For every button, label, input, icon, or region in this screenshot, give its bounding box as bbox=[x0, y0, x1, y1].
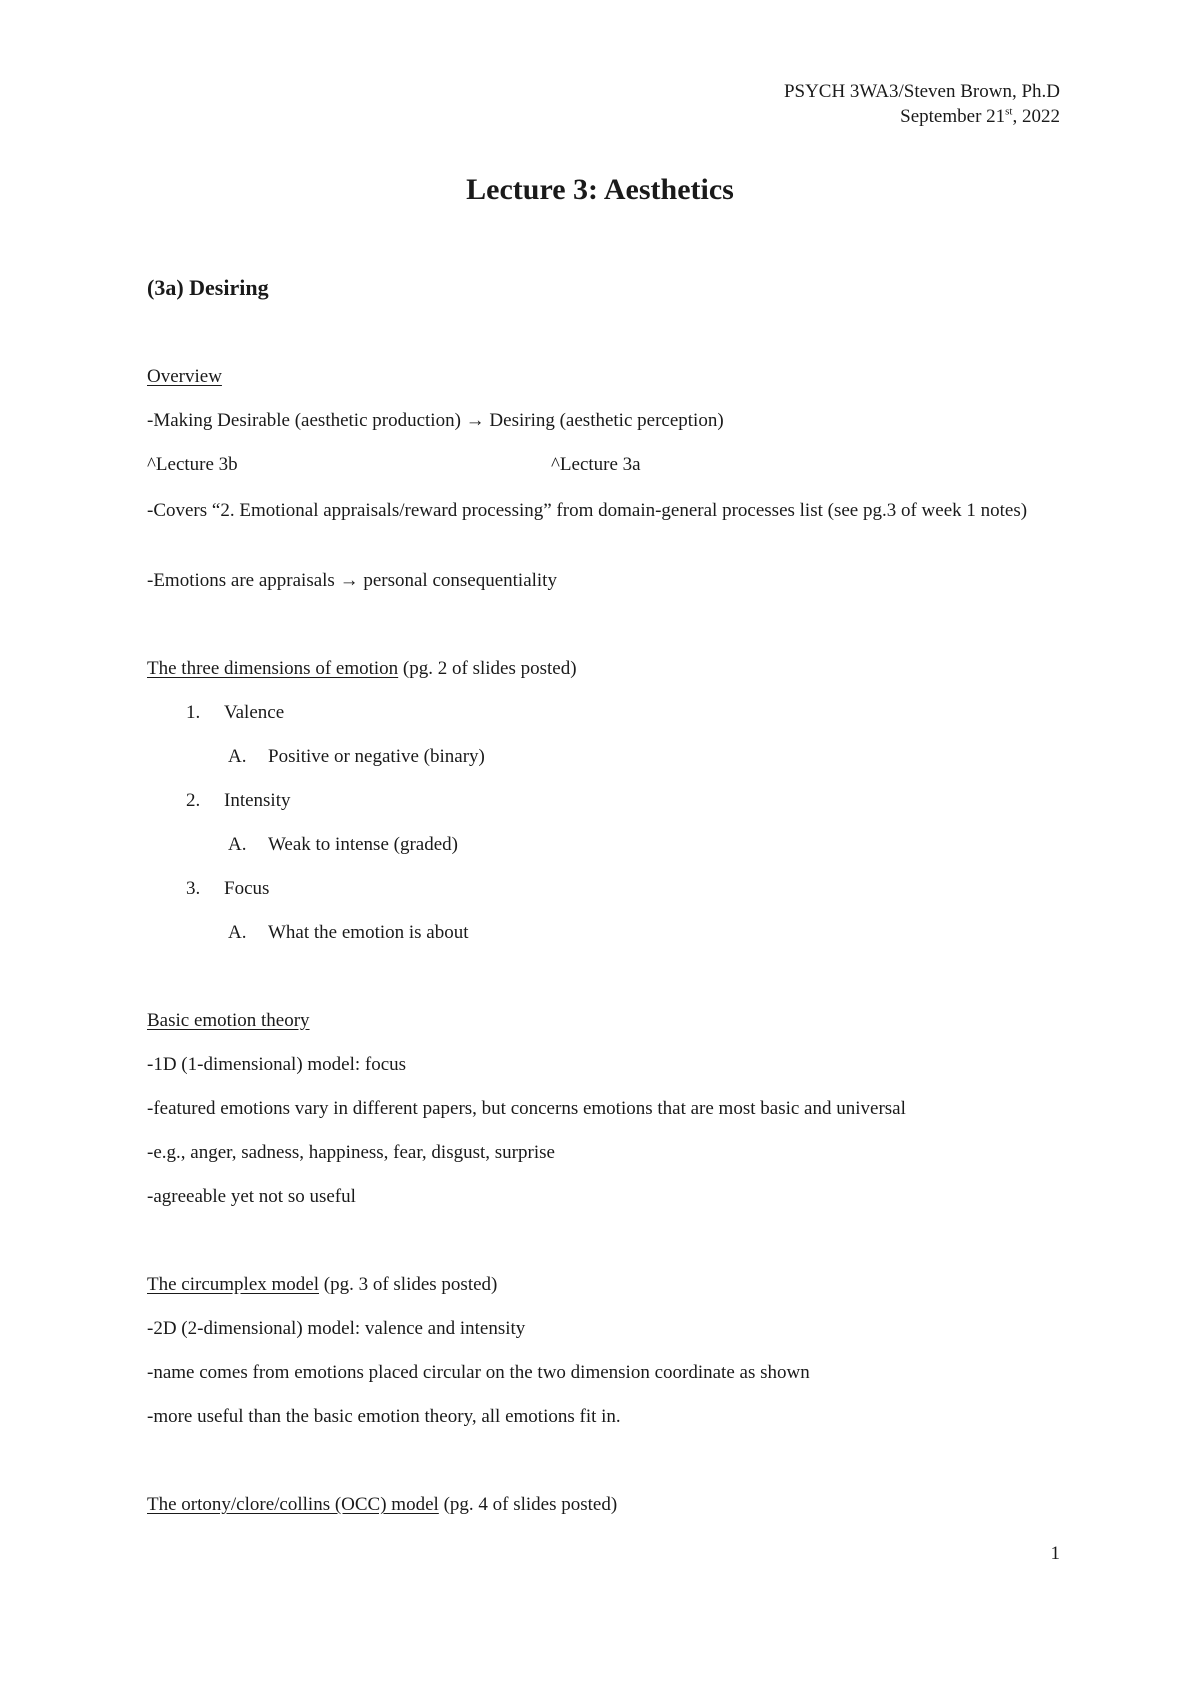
section-subtitle: (3a) Desiring bbox=[147, 275, 269, 300]
list-sub-letter: A. bbox=[228, 922, 247, 943]
occ-heading: The ortony/clore/collins (OCC) model bbox=[147, 1494, 439, 1515]
list-sub-letter: A. bbox=[228, 834, 247, 855]
date-prefix: September 21 bbox=[900, 106, 1006, 127]
circumplex-heading-line bbox=[147, 1273, 497, 1297]
dimensions-heading-line bbox=[147, 657, 577, 681]
overview-line-1: -Making Desirable (aesthetic production) → Desiring (aesthetic perception) bbox=[147, 410, 724, 431]
circumplex-line-1: -2D (2-dimensional) model: valence and intensity bbox=[147, 1318, 526, 1339]
circumplex-line-3: -more useful than the basic emotion theory, all emotions fit in. bbox=[147, 1406, 621, 1427]
circumplex-heading: The circumplex model bbox=[147, 1274, 319, 1295]
circumplex-line-2: -name comes from emotions placed circular on the two dimension coordinate as shown bbox=[147, 1362, 810, 1383]
basic-line-3: -e.g., anger, sadness, happiness, fear, disgust, surprise bbox=[147, 1142, 555, 1163]
date-suffix: , 2022 bbox=[1012, 106, 1060, 127]
basic-line-2: -featured emotions vary in different papers, but concerns emotions that are most basic and universal bbox=[147, 1098, 906, 1119]
overview-line-3: -Emotions are appraisals → personal consequentiality bbox=[147, 570, 557, 591]
page-title: Lecture 3: Aesthetics bbox=[466, 173, 734, 206]
list-item-intensity: Intensity bbox=[224, 790, 291, 811]
list-item-valence: Valence bbox=[224, 702, 285, 723]
dimensions-heading-note: (pg. 2 of slides posted) bbox=[398, 658, 577, 679]
overview-ref-right: ^Lecture 3a bbox=[551, 454, 641, 475]
list-sub-item: Weak to intense (graded) bbox=[268, 834, 458, 855]
dimensions-heading: The three dimensions of emotion bbox=[147, 658, 399, 679]
circumplex-heading-note: (pg. 3 of slides posted) bbox=[319, 1274, 498, 1295]
course-header: PSYCH 3WA3/Steven Brown, Ph.D bbox=[783, 81, 1060, 102]
list-sub-item: What the emotion is about bbox=[268, 922, 469, 943]
occ-heading-note: (pg. 4 of slides posted) bbox=[438, 1494, 618, 1515]
page-number: 1 bbox=[1050, 1543, 1060, 1564]
list-sub-item: Positive or negative (binary) bbox=[268, 746, 485, 767]
list-number: 1. bbox=[186, 702, 201, 723]
overview-line-2: -Covers “2. Emotional appraisals/reward processing” from domain-general processes list (see pg.3 of week 1 notes) bbox=[147, 500, 1028, 521]
list-number: 3. bbox=[186, 878, 201, 899]
overview-ref-left: ^Lecture 3b bbox=[147, 454, 238, 475]
date-header bbox=[900, 105, 1060, 129]
basic-line-1: -1D (1-dimensional) model: focus bbox=[147, 1054, 407, 1075]
basic-heading: Basic emotion theory bbox=[147, 1010, 310, 1031]
date-superscript: st bbox=[1005, 105, 1013, 118]
basic-line-4: -agreeable yet not so useful bbox=[147, 1186, 356, 1207]
overview-heading: Overview bbox=[147, 366, 222, 387]
list-item-focus: Focus bbox=[224, 878, 270, 899]
list-sub-letter: A. bbox=[228, 746, 247, 767]
occ-heading-line bbox=[147, 1493, 617, 1517]
list-number: 2. bbox=[186, 790, 201, 811]
